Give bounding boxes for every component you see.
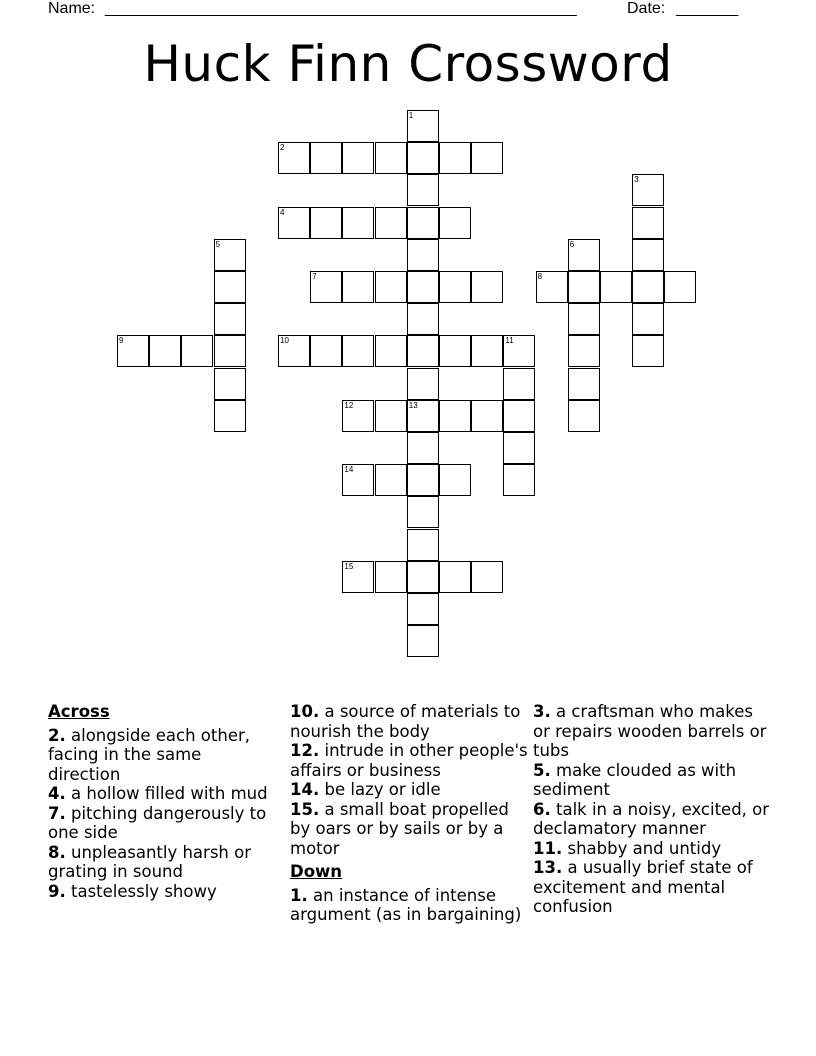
grid-cell[interactable] xyxy=(407,271,439,303)
grid-cell[interactable] xyxy=(471,271,503,303)
clue-text: a small boat propelled by oars or by sails or by a motor xyxy=(290,799,509,858)
clue-number: 15. xyxy=(290,799,320,819)
cell-number: 14 xyxy=(344,465,354,475)
grid-cell[interactable] xyxy=(342,400,374,432)
grid-cell[interactable] xyxy=(375,142,407,174)
grid-cell[interactable] xyxy=(568,335,600,367)
grid-cell[interactable] xyxy=(310,207,342,239)
grid-cell[interactable] xyxy=(471,400,503,432)
across-heading: Across xyxy=(48,702,110,721)
clue-number: 7. xyxy=(48,803,66,823)
grid-cell[interactable] xyxy=(503,432,535,464)
grid-cell[interactable] xyxy=(407,400,439,432)
clues-column-1 xyxy=(48,702,278,901)
grid-cell[interactable] xyxy=(407,142,439,174)
grid-cell[interactable] xyxy=(439,464,471,496)
clue-across-2 xyxy=(48,726,278,785)
grid-cell[interactable] xyxy=(664,271,696,303)
grid-cell[interactable] xyxy=(503,335,535,367)
grid-cell[interactable] xyxy=(375,335,407,367)
grid-cell[interactable] xyxy=(632,174,664,206)
clue-number: 5. xyxy=(533,760,551,780)
grid-cell[interactable] xyxy=(439,561,471,593)
clue-down-11 xyxy=(533,839,773,859)
grid-cell[interactable] xyxy=(375,464,407,496)
grid-cell[interactable] xyxy=(278,207,310,239)
clue-down-6 xyxy=(533,800,773,839)
grid-cell[interactable] xyxy=(342,142,374,174)
grid-cell[interactable] xyxy=(632,303,664,335)
clue-number: 11. xyxy=(533,838,563,858)
grid-cell[interactable] xyxy=(407,335,439,367)
clue-text: talk in a noisy, excited, or declamatory manner xyxy=(533,799,770,838)
clue-text: alongside each other, facing in the same direction xyxy=(48,725,251,784)
clue-down-13 xyxy=(533,858,773,917)
cell-number: 2 xyxy=(280,143,285,153)
grid-cell[interactable] xyxy=(149,335,181,367)
grid-cell[interactable] xyxy=(407,561,439,593)
grid-cell[interactable] xyxy=(439,271,471,303)
clue-number: 8. xyxy=(48,842,66,862)
grid-cell[interactable] xyxy=(471,335,503,367)
clue-text: a source of materials to nourish the body xyxy=(290,702,521,741)
grid-cell[interactable] xyxy=(439,400,471,432)
grid-cell[interactable] xyxy=(439,142,471,174)
grid-cell[interactable] xyxy=(439,335,471,367)
cell-number: 4 xyxy=(280,207,285,217)
cell-number: 1 xyxy=(408,111,414,120)
grid-cell[interactable] xyxy=(568,368,600,400)
cell-number: 11 xyxy=(505,336,514,346)
grid-cell[interactable] xyxy=(407,496,439,528)
name-line[interactable]: _____________________________________________________ xyxy=(105,0,577,17)
grid-cell[interactable] xyxy=(214,271,246,303)
grid-cell[interactable] xyxy=(310,271,342,303)
grid-cell[interactable] xyxy=(214,335,246,367)
grid-cell[interactable] xyxy=(600,271,632,303)
clue-number: 4. xyxy=(48,784,66,803)
grid-cell[interactable] xyxy=(503,368,535,400)
clue-down-3 xyxy=(533,702,773,761)
grid-cell[interactable] xyxy=(375,561,407,593)
grid-cell[interactable] xyxy=(632,207,664,239)
grid-cell[interactable] xyxy=(214,368,246,400)
cell-number: 10 xyxy=(280,336,289,346)
clue-text: shabby and untidy xyxy=(567,838,722,858)
clue-across-9 xyxy=(48,882,278,902)
clue-number: 13. xyxy=(533,858,563,877)
grid-cell[interactable] xyxy=(310,142,342,174)
name-label: Name: xyxy=(48,0,96,17)
clue-number: 3. xyxy=(533,702,551,721)
clue-text: unpleasantly harsh or grating in sound xyxy=(48,842,251,881)
grid-cell[interactable] xyxy=(181,335,213,367)
cell-number: 13 xyxy=(408,400,418,410)
grid-cell[interactable] xyxy=(407,174,439,206)
grid-cell[interactable] xyxy=(407,464,439,496)
grid-cell[interactable] xyxy=(407,593,439,625)
grid-cell[interactable] xyxy=(342,561,374,593)
grid-cell[interactable] xyxy=(632,335,664,367)
grid-cell[interactable] xyxy=(439,207,471,239)
grid-cell[interactable] xyxy=(471,142,503,174)
clues-column-3 xyxy=(533,702,773,917)
clue-across-7 xyxy=(48,804,278,843)
grid-cell[interactable] xyxy=(503,464,535,496)
clue-down-5 xyxy=(533,761,773,800)
clue-text: intrude in other people's affairs or business xyxy=(290,741,528,780)
date-line[interactable]: _______ xyxy=(676,0,739,17)
grid-cell[interactable] xyxy=(407,368,439,400)
clue-number: 10. xyxy=(290,702,320,721)
grid-cell[interactable] xyxy=(117,335,149,367)
grid-cell[interactable] xyxy=(278,142,310,174)
grid-cell[interactable] xyxy=(375,400,407,432)
clue-number: 1. xyxy=(290,885,308,905)
cell-number: 12 xyxy=(344,400,354,410)
clue-text: an instance of intense argument (as in bargaining) xyxy=(290,885,522,924)
grid-cell[interactable] xyxy=(568,303,600,335)
grid-cell[interactable] xyxy=(632,239,664,271)
cell-number: 5 xyxy=(215,239,221,249)
clue-text: pitching dangerously to one side xyxy=(48,803,267,842)
clue-text: a craftsman who makes or repairs wooden barrels or tubs xyxy=(533,702,767,760)
grid-cell[interactable] xyxy=(407,432,439,464)
clue-across-14 xyxy=(290,780,528,800)
cell-number: 7 xyxy=(312,272,317,281)
clue-text: a hollow filled with mud xyxy=(71,784,268,803)
grid-cell[interactable] xyxy=(310,335,342,367)
grid-cell[interactable] xyxy=(342,207,374,239)
clue-text: make clouded as with sediment xyxy=(533,760,737,799)
clue-across-10 xyxy=(290,702,528,741)
clue-across-12 xyxy=(290,741,528,780)
clues-column-2 xyxy=(290,702,528,925)
grid-cell[interactable] xyxy=(471,561,503,593)
clue-text: tastelessly showy xyxy=(71,881,217,901)
cell-number: 6 xyxy=(569,239,575,249)
clue-number: 6. xyxy=(533,799,551,819)
grid-cell[interactable] xyxy=(568,400,600,432)
grid-cell[interactable] xyxy=(342,464,374,496)
down-heading: Down xyxy=(290,862,343,881)
grid-cell[interactable] xyxy=(214,400,246,432)
grid-cell[interactable] xyxy=(342,271,374,303)
grid-cell[interactable] xyxy=(375,271,407,303)
grid-cell[interactable] xyxy=(407,239,439,271)
clue-across-15 xyxy=(290,800,528,859)
date-label: Date: xyxy=(627,0,666,17)
cell-number: 8 xyxy=(537,272,543,281)
grid-cell[interactable] xyxy=(536,271,568,303)
grid-cell[interactable] xyxy=(214,239,246,271)
grid-cell[interactable] xyxy=(503,400,535,432)
grid-cell[interactable] xyxy=(214,303,246,335)
grid-cell[interactable] xyxy=(407,303,439,335)
grid-cell[interactable] xyxy=(342,335,374,367)
grid-cell[interactable] xyxy=(568,271,600,303)
grid-cell[interactable] xyxy=(375,207,407,239)
cell-number: 15 xyxy=(344,561,354,571)
cell-number: 3 xyxy=(634,175,639,185)
clue-number: 9. xyxy=(48,881,66,901)
grid-cell[interactable] xyxy=(278,335,310,367)
clue-text: a usually brief state of excitement and mental confusion xyxy=(533,858,753,916)
clue-text: be lazy or idle xyxy=(324,780,441,799)
clue-across-8 xyxy=(48,843,278,882)
clue-number: 2. xyxy=(48,725,66,745)
grid-cell[interactable] xyxy=(632,271,664,303)
grid-cell[interactable] xyxy=(407,625,439,657)
cell-number: 9 xyxy=(119,336,124,346)
clue-number: 14. xyxy=(290,780,320,799)
clue-down-1 xyxy=(290,886,528,925)
grid-cell[interactable] xyxy=(407,207,439,239)
page-title: Huck Finn Crossword xyxy=(143,35,673,93)
clue-number: 12. xyxy=(290,741,320,760)
grid-cell[interactable] xyxy=(407,110,439,142)
grid-cell[interactable] xyxy=(568,239,600,271)
clue-across-4 xyxy=(48,784,278,804)
grid-cell[interactable] xyxy=(407,529,439,561)
